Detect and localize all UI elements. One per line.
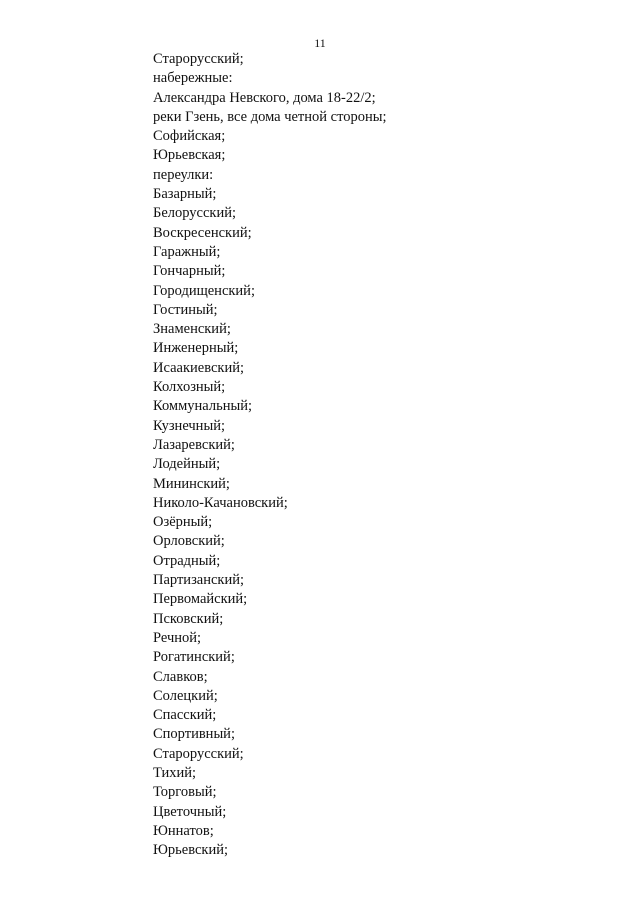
text-line: Гаражный; <box>153 243 221 260</box>
text-line: Спортивный; <box>153 726 235 743</box>
text-line: Псковский; <box>153 610 224 627</box>
text-line: Гостиный; <box>153 301 218 318</box>
text-line: Инженерный; <box>153 340 239 357</box>
text-line: Отрадный; <box>153 552 221 569</box>
text-line: Воскресенский; <box>153 224 252 241</box>
text-line: Партизанский; <box>153 572 245 589</box>
text-line: Первомайский; <box>153 591 248 608</box>
text-line: Кузнечный; <box>153 417 225 434</box>
text-line: Тихий; <box>153 764 197 781</box>
text-line: Знаменский; <box>153 321 231 338</box>
text-line: переулки: <box>153 166 214 183</box>
text-line: Мининский; <box>153 475 230 492</box>
text-line: Юннатов; <box>153 822 214 839</box>
text-line: Старорусский; <box>153 745 244 762</box>
text-line: Лазаревский; <box>153 436 235 453</box>
text-line: Юрьевский; <box>153 842 228 859</box>
text-line: Озёрный; <box>153 514 213 531</box>
text-line: Славков; <box>153 668 208 685</box>
text-line: Александра Невского, дома 18-22/2; <box>153 89 376 106</box>
text-line: Колхозный; <box>153 379 226 396</box>
text-line: реки Гзень, все дома четной стороны; <box>153 108 387 125</box>
text-line: Николо-Качановский; <box>153 494 288 511</box>
page-number: 11 <box>314 36 326 50</box>
text-line: Торговый; <box>153 784 217 801</box>
text-line: Орловский; <box>153 533 225 550</box>
text-line: Гончарный; <box>153 263 226 280</box>
text-line: Юрьевская; <box>153 147 226 164</box>
text-line: Исаакиевский; <box>153 359 244 376</box>
text-line: Рогатинский; <box>153 649 235 666</box>
text-line: Коммунальный; <box>153 398 252 415</box>
text-line: Базарный; <box>153 186 217 203</box>
text-line: Речной; <box>153 629 202 646</box>
text-line: Старорусский; <box>153 51 244 67</box>
text-line: Городищенский; <box>153 282 255 299</box>
text-line: Софийская; <box>153 128 226 145</box>
text-line: Белорусский; <box>153 205 237 222</box>
text-line: Солецкий; <box>153 687 218 704</box>
text-line: Лодейный; <box>153 456 221 473</box>
text-line: набережные: <box>153 70 233 87</box>
text-line: Спасский; <box>153 707 217 724</box>
street-list <box>153 50 593 860</box>
text-line: Цветочный; <box>153 803 227 820</box>
